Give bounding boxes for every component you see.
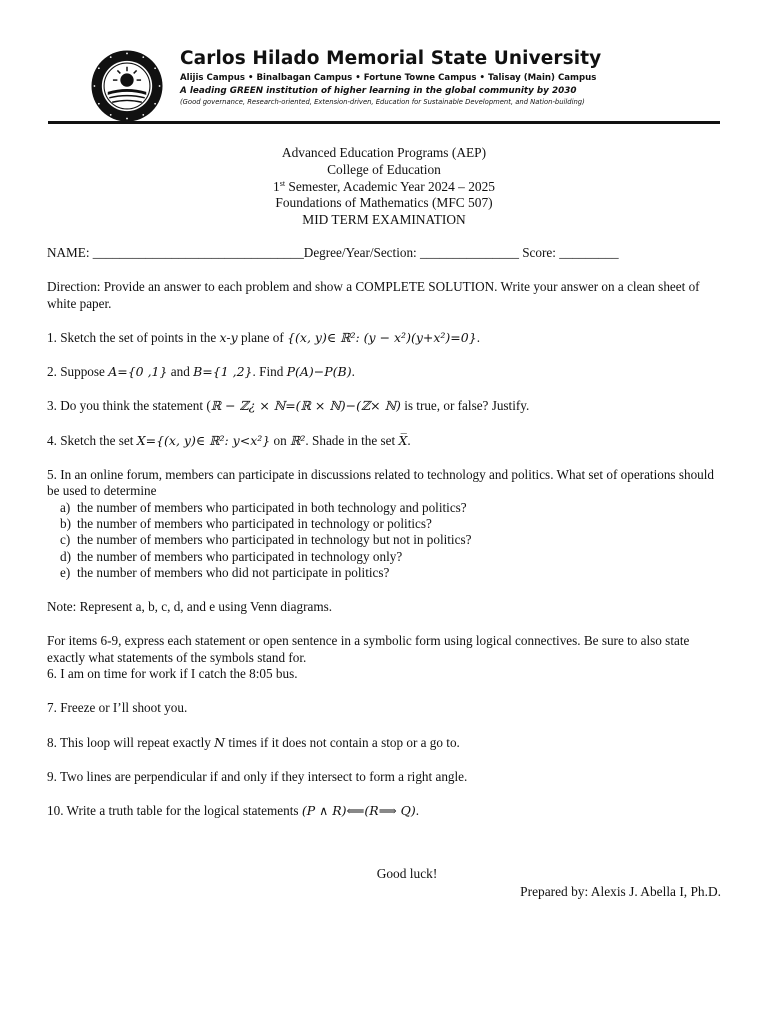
university-seal-icon [90, 49, 164, 123]
question-10-text: 10. Write a truth table for the logical statements [47, 803, 302, 819]
venn-note: Note: Represent a, b, c, d, and e using Venn diagrams. [47, 599, 333, 615]
question-4-on: on [270, 432, 291, 448]
subitem-text: the number of members who participated in technology or politics? [77, 515, 432, 531]
question-3-text: 3. Do you think the statement ( [47, 398, 211, 414]
question-1-end: . [476, 329, 480, 345]
question-2-end: . [351, 364, 355, 380]
name-label: NAME: [47, 245, 93, 260]
name-blank: ________________________________ [92, 245, 304, 260]
program-name: Advanced Education Programs (AEP) [281, 145, 487, 160]
exam-body [47, 245, 727, 820]
list-item [47, 549, 727, 565]
question-8 [47, 735, 727, 751]
question-4-complement: X̅ [398, 432, 408, 448]
semester-ordinal: 1 [273, 178, 280, 194]
question-8-variable: N [214, 734, 226, 750]
question-2 [47, 364, 727, 380]
university-name: Carlos Hilado Memorial State University [180, 48, 602, 69]
question-3-math: ℝ − ℤ¿ × ℕ=(ℝ × ℕ)−(ℤ× ℕ) [210, 398, 401, 414]
letterhead [48, 44, 720, 124]
subitem-text: the number of members who did not participate in politics? [77, 564, 390, 580]
degree-year-section-label: Degree/Year/Section: [303, 245, 421, 260]
semester-text: Semester, Academic Year 2024 – 2025 [285, 178, 495, 194]
question-10-math: (P ∧ R)⟸(R⟹ Q) [301, 803, 416, 819]
question-4-text: 4. Sketch the set [47, 432, 137, 448]
score-label: Score: [518, 245, 560, 260]
question-2-find: . Find [252, 364, 287, 380]
semester-ordinal-suffix: st [279, 178, 286, 188]
header-rule [48, 121, 720, 124]
question-3 [47, 398, 727, 414]
subitem-label: b) [60, 515, 71, 531]
campus-list: Alijis Campus • Binalbagan Campus • Fortune Towne Campus • Talisay (Main) Campus [180, 73, 597, 83]
question-4-math: X={(x, y)∈ ℝ²: y<x²} [136, 432, 271, 448]
question-1 [47, 330, 727, 346]
subitem-label: a) [60, 499, 71, 515]
core-values: (Good governance, Research-oriented, Extension-driven, Education for Sustainable Development, and Nation-building) [180, 98, 585, 106]
question-6: 6. I am on time for work if I catch the 8:05 bus. [47, 666, 298, 682]
question-4 [47, 433, 727, 449]
list-item [47, 532, 727, 548]
question-9: 9. Two lines are perpendicular if and only if they intersect to form a right angle. [47, 768, 468, 784]
instructions-6-9: For items 6-9, express each statement or open sentence in a symbolic form using logical connectives. Be sure to also state exactly what statements of the symbols stand for. [47, 633, 690, 665]
semester-line [0, 179, 768, 196]
question-10 [47, 803, 727, 819]
question-2-set-b: B={1 ,2} [193, 364, 253, 380]
degree-year-section-blank: _______________ [420, 245, 519, 260]
question-5: 5. In an online forum, members can participate in discussions related to technology and politics. What set of operations should be used to determine [47, 467, 715, 499]
question-8-end: times if it does not contain a stop or a go to. [225, 734, 460, 750]
list-item [47, 516, 727, 532]
question-2-text: 2. Suppose [47, 364, 109, 380]
exam-title-block [0, 145, 768, 229]
question-1-text: 1. Sketch the set of points in the [47, 329, 220, 345]
question-2-and: and [167, 364, 194, 380]
list-item [47, 500, 727, 516]
subitem-label: c) [60, 532, 71, 548]
question-7: 7. Freeze or I’ll shoot you. [47, 700, 188, 716]
question-4-shade: . Shade in the set [305, 432, 399, 448]
question-4-end: . [407, 432, 411, 448]
question-1-math: {(x, y)∈ ℝ²: (y − x²)(y+x²)=0} [287, 329, 477, 345]
student-info-line [47, 245, 727, 261]
exam-name: MID TERM EXAMINATION [302, 212, 466, 228]
list-item [47, 565, 727, 581]
question-1-text-mid: plane of [237, 329, 288, 345]
question-2-math: P(A)−P(B) [286, 364, 352, 380]
question-5-subitems [47, 500, 727, 581]
vision-tagline: A leading GREEN institution of higher learning in the global community by 2030 [180, 86, 577, 96]
closing [0, 866, 768, 900]
college-name: College of Education [327, 161, 441, 177]
question-10-end: . [415, 803, 420, 819]
question-2-set-a: A={0 ,1} [108, 364, 168, 380]
course-name: Foundations of Mathematics (MFC 507) [275, 195, 493, 211]
subitem-text: the number of members who participated in both technology and politics? [77, 499, 467, 515]
subitem-label: d) [60, 548, 71, 564]
good-luck: Good luck! [376, 866, 438, 881]
question-1-variable: x-y [219, 329, 238, 345]
score-blank: _________ [559, 245, 619, 260]
subitem-text: the number of members who participated in technology only? [77, 548, 403, 564]
question-8-text: 8. This loop will repeat exactly [47, 734, 215, 750]
subitem-text: the number of members who participated in technology but not in politics? [77, 532, 472, 548]
question-4-plane: ℝ² [290, 432, 306, 448]
directions: Direction: Provide an answer to each problem and show a COMPLETE SOLUTION. Write your answer on a clean sheet of white paper. [47, 279, 700, 311]
prepared-by: Prepared by: Alexis J. Abella I, Ph.D. [520, 884, 721, 899]
question-3-end: is true, or false? Justify. [400, 398, 530, 414]
subitem-label: e) [60, 564, 71, 580]
